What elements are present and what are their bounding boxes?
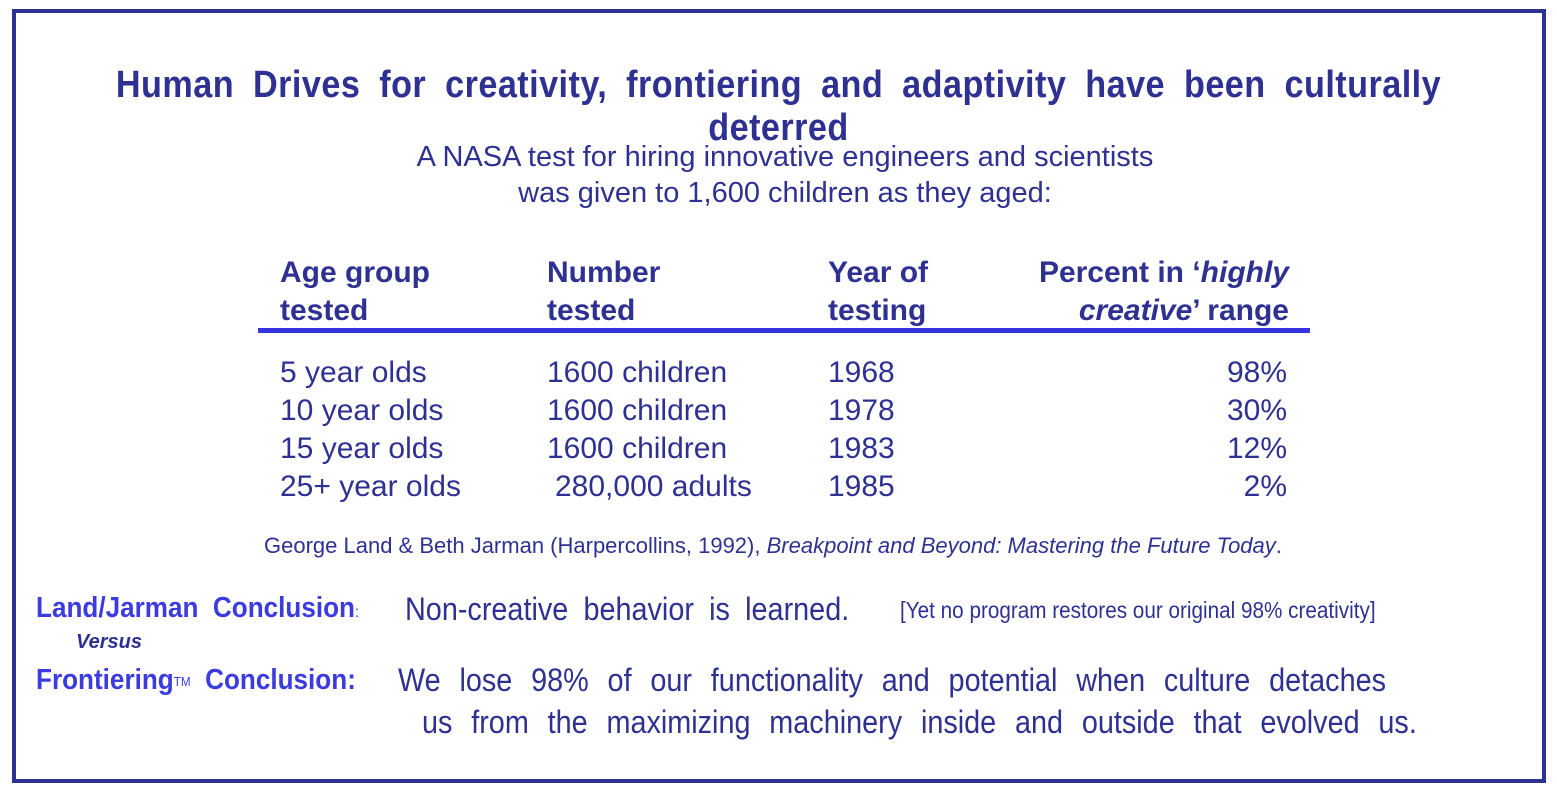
land-jarman-conclusion-label xyxy=(36,592,359,625)
cell-age: 10 year olds xyxy=(280,394,444,427)
cell-percent: 30% xyxy=(1226,394,1287,427)
cell-percent: 98% xyxy=(1226,356,1287,389)
header-number-line2: tested xyxy=(547,294,636,327)
cell-year: 1983 xyxy=(828,432,895,465)
header-pct-post: ’ range xyxy=(1192,294,1289,327)
citation xyxy=(264,533,1282,559)
cell-percent: 12% xyxy=(1226,432,1287,465)
header-age-line2: tested xyxy=(280,294,369,327)
land-jarman-conclusion-text: Non-creative behavior is learned. xyxy=(405,591,850,627)
header-divider xyxy=(258,328,1310,333)
header-year-line2: testing xyxy=(828,294,927,327)
table-row xyxy=(0,470,1557,508)
header-number-line1: Number xyxy=(547,256,661,289)
citation-authors: George Land & Beth Jarman (Harpercollins, 1992), xyxy=(264,533,767,558)
header-pct-line1 xyxy=(1039,254,1289,292)
cell-year: 1985 xyxy=(828,470,895,503)
header-year-line1: Year of xyxy=(828,256,929,289)
citation-book-title: Breakpoint and Beyond: Mastering the Future Today xyxy=(766,533,1276,558)
header-age-line1: Age group xyxy=(280,256,430,289)
header-pct-line2 xyxy=(1039,292,1289,330)
page-title: Human Drives for creativity, frontiering and adaptivity have been culturally deterred xyxy=(115,64,1442,149)
citation-period: . xyxy=(1275,533,1282,558)
header-percent-highly-creative xyxy=(1039,254,1289,330)
trademark-symbol: TM xyxy=(173,674,191,689)
frontiering-conclusion-line-2: us from the maximizing machinery inside and outside that evolved us. xyxy=(422,704,1417,740)
table-row xyxy=(0,356,1557,394)
header-pct-pre: Percent in ‘ xyxy=(1038,256,1201,289)
subtitle-line-1: A NASA test for hiring innovative engineers and scientists xyxy=(416,141,1154,173)
header-number-tested xyxy=(547,254,660,330)
land-label-text: Land/Jarman Conclusion xyxy=(36,592,356,624)
header-pct-italic1: highly xyxy=(1200,256,1289,289)
table-row xyxy=(0,432,1557,470)
header-year-of-testing xyxy=(828,254,928,330)
cell-number: 1600 children xyxy=(547,356,728,389)
frontiering-conclusion-line-1: We lose 98% of our functionality and potential when culture detaches xyxy=(398,662,1387,698)
subtitle-line-2: was given to 1,600 children as they aged: xyxy=(518,177,1052,209)
header-age-group xyxy=(280,254,430,330)
cell-percent: 2% xyxy=(1243,470,1287,503)
frontiering-conclusion-label xyxy=(36,664,356,697)
versus-label: Versus xyxy=(76,631,142,653)
cell-age: 25+ year olds xyxy=(280,470,461,503)
cell-year: 1978 xyxy=(828,394,895,427)
cell-age: 5 year olds xyxy=(280,356,427,389)
cell-number: 1600 children xyxy=(547,432,728,465)
cell-age: 15 year olds xyxy=(280,432,444,465)
land-label-colon: : xyxy=(355,604,360,621)
land-jarman-note: [Yet no program restores our original 98% creativity] xyxy=(900,597,1376,623)
cell-number: 280,000 adults xyxy=(555,470,752,503)
cell-number: 1600 children xyxy=(547,394,728,427)
cell-year: 1968 xyxy=(828,356,895,389)
header-pct-italic2: creative xyxy=(1078,294,1193,327)
frontiering-label-text: Frontiering xyxy=(36,664,174,696)
frontiering-label-suffix: Conclusion: xyxy=(190,664,356,696)
table-row xyxy=(0,394,1557,432)
